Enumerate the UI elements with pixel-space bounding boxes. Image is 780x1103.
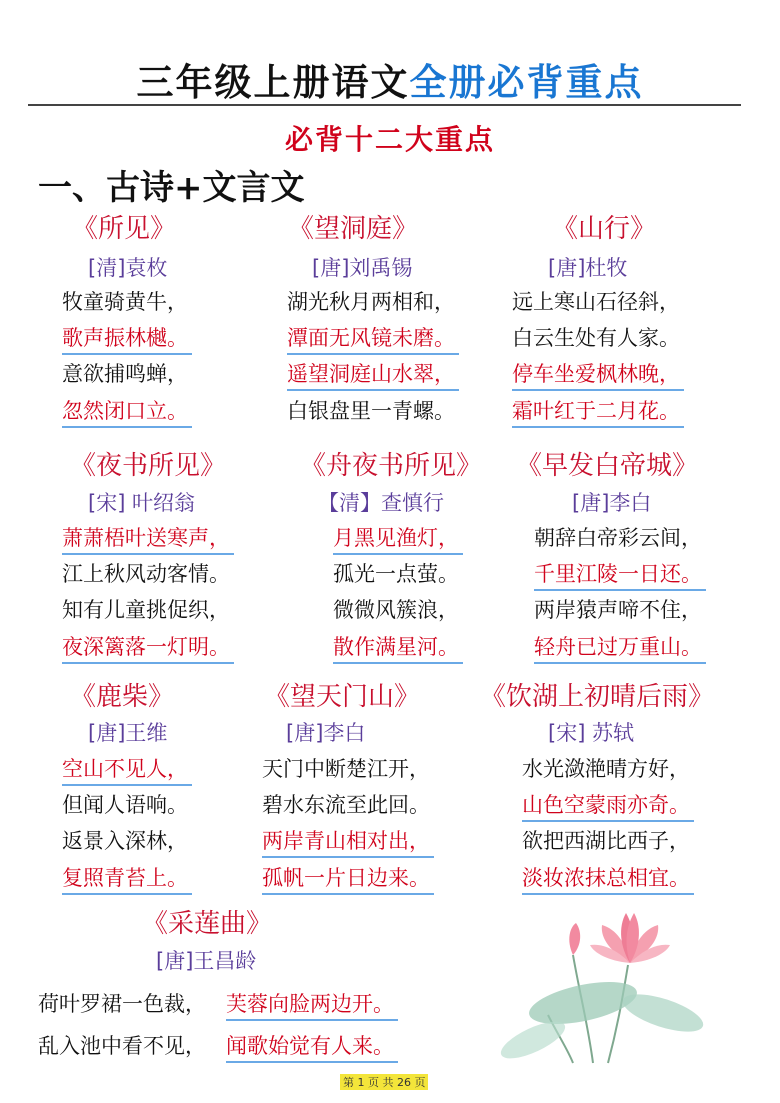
poem-line: 但闻人语响。: [62, 793, 188, 817]
poem-title-wangdongting: 《望洞庭》: [288, 214, 419, 244]
poem-author-yeshusuojian: [宋] 叶绍翁: [88, 491, 196, 515]
poem-author-yinhushang: [宋] 苏轼: [548, 721, 635, 745]
page-number: 第 1 页 共 26 页: [340, 1074, 428, 1090]
poem-line: 山色空蒙雨亦奇。: [522, 790, 694, 822]
poem-line: 停车坐爱枫林晚，: [512, 359, 684, 391]
page-subtitle: 必背十二大重点: [284, 123, 495, 156]
poem-line: 月黑见渔灯，: [333, 523, 463, 555]
poem-line: 潭面无风镜未磨。: [287, 323, 459, 355]
poem-line: 碧水东流至此回。: [262, 793, 430, 817]
poem-line: 淡妆浓抹总相宜。: [522, 863, 694, 895]
poem-author-zhouyeshusuojian: 【清】查慎行: [318, 491, 444, 515]
poem-line: 返景入深林，: [62, 829, 188, 853]
poem-title-zhouyeshusuojian: 《舟夜书所见》: [300, 451, 483, 481]
poem-author-zaofabaidicheng: [唐]李白: [572, 491, 652, 515]
poem-title-luzhai: 《鹿柴》: [70, 682, 175, 712]
section-heading: 一、古诗+文言文: [38, 168, 305, 208]
poem-line: 远上寒山石径斜，: [512, 290, 680, 314]
poem-line: 遥望洞庭山水翠，: [287, 359, 459, 391]
poem-title-zaofabaidicheng: 《早发白帝城》: [516, 451, 699, 481]
poem-line: 散作满星河。: [333, 632, 463, 664]
poem-line: 歌声振林樾。: [62, 323, 192, 355]
poem-line: 两岸猿声啼不住，: [534, 598, 702, 622]
poem-line: 闻歌始觉有人来。: [226, 1031, 398, 1063]
poem-line: 孤帆一片日边来。: [262, 863, 434, 895]
poem-line: 湖光秋月两相和，: [287, 290, 455, 314]
poem-line: 芙蓉向脸两边开。: [226, 989, 398, 1021]
poem-line: 萧萧梧叶送寒声，: [62, 523, 234, 555]
poem-line: 千里江陵一日还。: [534, 559, 706, 591]
poem-author-shanxing: [唐]杜牧: [548, 256, 628, 280]
poem-line: 复照青苔上。: [62, 863, 192, 895]
poem-line: 朝辞白帝彩云间，: [534, 526, 702, 550]
poem-line: 忽然闭口立。: [62, 396, 192, 428]
poem-title-yinhushang: 《饮湖上初晴后雨》: [480, 682, 715, 712]
poem-author-wangtianmenshan: [唐]李白: [286, 721, 366, 745]
poem-author-suojian: [清]袁枚: [88, 256, 168, 280]
poem-title-yeshusuojian: 《夜书所见》: [70, 451, 227, 481]
poem-author-cailianqu: [唐]王昌龄: [156, 949, 257, 973]
poem-line: 两岸青山相对出，: [262, 826, 434, 858]
poem-line: 乱入池中看不见，: [38, 1034, 206, 1058]
title-divider: [28, 104, 741, 106]
poem-line: 霜叶红于二月花。: [512, 396, 684, 428]
poem-line: 牧童骑黄牛，: [62, 290, 188, 314]
poem-line: 天门中断楚江开，: [262, 757, 430, 781]
poem-line: 白银盘里一青螺。: [287, 399, 455, 423]
poem-line: 江上秋风动客情。: [62, 562, 230, 586]
poem-title-shanxing: 《山行》: [552, 214, 657, 244]
poem-line: 空山不见人，: [62, 754, 192, 786]
poem-author-wangdongting: [唐]刘禹锡: [312, 256, 413, 280]
poem-author-luzhai: [唐]王维: [88, 721, 168, 745]
poem-line: 孤光一点萤。: [333, 562, 459, 586]
poem-title-suojian: 《所见》: [72, 214, 177, 244]
poem-line: 意欲捕鸣蝉，: [62, 362, 188, 386]
poem-line: 白云生处有人家。: [512, 326, 680, 350]
poem-line: 欲把西湖比西子，: [522, 829, 690, 853]
poem-line: 轻舟已过万重山。: [534, 632, 706, 664]
poem-line: 知有儿童挑促织，: [62, 598, 230, 622]
poem-line: 水光潋滟晴方好，: [522, 757, 690, 781]
poem-line: 荷叶罗裙一色裁，: [38, 992, 206, 1016]
poem-line: 微微风簇浪，: [333, 598, 459, 622]
page-title: [0, 52, 780, 106]
poem-title-cailianqu: 《采莲曲》: [142, 909, 273, 939]
poem-title-wangtianmenshan: 《望天门山》: [264, 682, 421, 712]
title-part-blue: 全册必背重点: [409, 60, 644, 104]
poem-line: 夜深篱落一灯明。: [62, 632, 234, 664]
title-part-black: 三年级上册语文: [136, 60, 410, 104]
lotus-illustration: [488, 895, 708, 1065]
